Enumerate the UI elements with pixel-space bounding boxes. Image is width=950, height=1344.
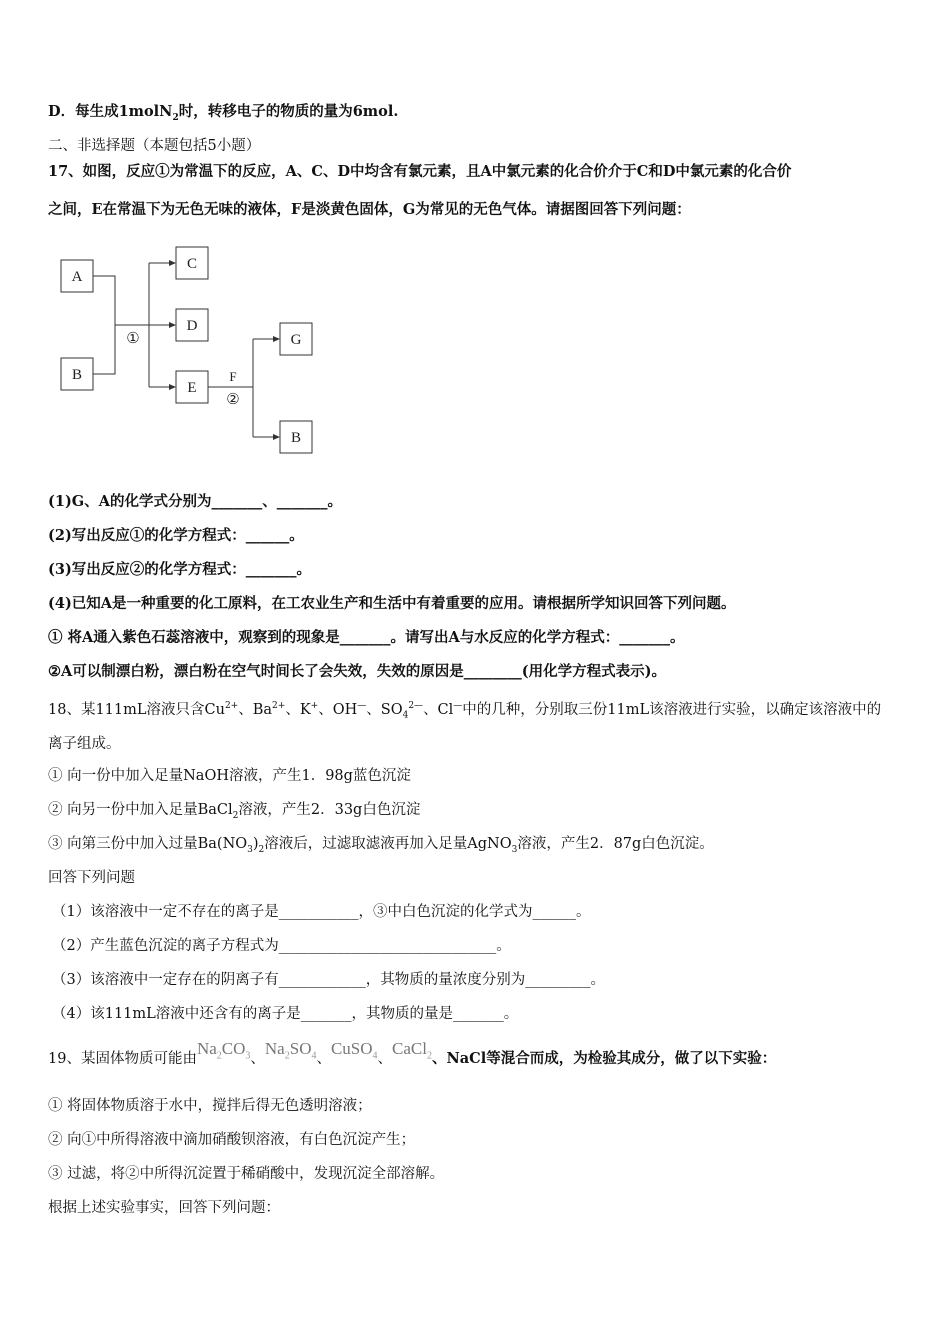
q18-sub3: （3）该溶液中一定存在的阴离子有____________，其物质的量浓度分别为_________。 — [52, 972, 605, 988]
q17-sub3: (3)写出反应②的化学方程式：_______。 — [48, 561, 312, 578]
q18-exp2 — [48, 800, 420, 826]
formula-na2co3 — [196, 1039, 251, 1062]
option-d-tail: 时，转移电子的物质的量为6mol. — [178, 103, 399, 120]
f1-a: Na — [196, 1039, 217, 1058]
f2-sub2: 4 — [311, 1050, 317, 1062]
option-d — [48, 102, 398, 128]
f4-sub: 2 — [427, 1050, 432, 1062]
q19-text-b: 、NaCl等混合而成，为检验其成分，做了以下实验： — [432, 1050, 777, 1067]
q17-sub4b: ②A可以制漂白粉，漂白粉在空气时间长了会失效，失效的原因是________(用化学方程式表示)。 — [48, 663, 666, 680]
f1-sub2: 3 — [245, 1050, 251, 1062]
q18-exp3-b: ) — [252, 836, 259, 852]
formula-cacl2 — [392, 1039, 432, 1062]
q18-text-f: 、Cl — [423, 701, 454, 718]
label-g: G — [290, 332, 302, 348]
q18-text-d: 、OH — [318, 701, 358, 718]
q18-text-a: 18、某111mL溶液只含Cu — [48, 701, 225, 718]
q18-text-b: 、Ba — [238, 701, 273, 718]
k-charge: + — [310, 701, 319, 711]
no3-sub2: 2 — [258, 844, 265, 855]
cl-charge: — — [453, 701, 463, 711]
label-a: A — [71, 269, 83, 285]
label-b-right: B — [290, 430, 302, 446]
label-c: C — [186, 256, 198, 272]
q18-line1 — [48, 696, 881, 726]
f3-sub: 4 — [372, 1050, 378, 1062]
q18-exp1: ① 向一份中加入足量NaOH溶液，产生1．98g蓝色沉淀 — [48, 768, 411, 784]
q17-sub2: (2)写出反应①的化学方程式：______。 — [48, 527, 304, 544]
q17-sub4: (4)已知A是一种重要的化工原料，在工农业生产和生活中有着重要的应用。请根据所学知识回答下列问题。 — [48, 595, 736, 612]
f2-a: Na — [264, 1039, 285, 1058]
label-b-left: B — [71, 367, 83, 383]
f4-a: CaCl — [392, 1039, 427, 1058]
option-d-sub: 2 — [172, 112, 179, 123]
reaction-flow-diagram — [55, 240, 325, 460]
q18-text-c: 、K — [285, 701, 311, 718]
f2-sub: 2 — [284, 1050, 290, 1062]
q17-line1: 17、如图，反应①为常温下的反应，A、C、D中均含有氯元素，且A中氯元素的化合价介于C和D中氯元素的化合价 — [48, 163, 792, 180]
q19-answer-heading: 根据上述实验事实，回答下列问题： — [48, 1200, 280, 1216]
f1-b: CO — [221, 1039, 246, 1058]
f3-a: CuSO — [330, 1039, 373, 1058]
q18-answer-heading: 回答下列问题 — [48, 870, 135, 886]
option-d-text: D．每生成1molN — [48, 103, 173, 120]
bacl-sub: 2 — [232, 810, 239, 821]
oh-charge: — — [357, 701, 367, 711]
arrowhead-b — [273, 434, 280, 440]
sep3: 、 — [377, 1051, 393, 1067]
q17-line2: 之间，E在常温下为无色无味的液体，F是淡黄色固体，G为常见的无色气体。请据图回答下列问题： — [48, 201, 691, 218]
agno3-sub: 3 — [511, 844, 518, 855]
q18-exp3-c: 溶液后，过滤取滤液再加入足量AgNO — [264, 836, 512, 852]
label-d: D — [186, 318, 198, 334]
label-e: E — [187, 380, 197, 396]
merge-line-ab — [93, 276, 115, 374]
q19-line1 — [48, 1039, 777, 1075]
q18-exp2-a: ② 向另一份中加入足量BaCl — [48, 802, 233, 818]
q18-text-g: 中的几种，分别取三份11mL该溶液进行实验，以确定该溶液中的 — [462, 701, 882, 718]
q18-sub1: （1）该溶液中一定不存在的离子是___________，③中白色沉淀的化学式为______。 — [52, 904, 591, 920]
q18-sub2: （2）产生蓝色沉淀的离子方程式为______________________________。 — [52, 938, 511, 954]
q19-exp3: ③ 过滤，将②中所得沉淀置于稀硝酸中，发现沉淀全部溶解。 — [48, 1166, 445, 1182]
f2-b: SO — [289, 1039, 312, 1058]
section-heading: 二、非选择题（本题包括5小题） — [48, 138, 261, 154]
q19-text-a: 19、某固体物质可能由 — [48, 1051, 197, 1067]
q19-exp2: ② 向①中所得溶液中滴加硝酸钡溶液，有白色沉淀产生； — [48, 1132, 416, 1148]
q19-exp1: ① 将固体物质溶于水中，搅拌后得无色透明溶液； — [48, 1098, 372, 1114]
sep1: 、 — [250, 1051, 265, 1067]
arrowhead-c — [169, 260, 176, 266]
q18-exp3 — [48, 834, 714, 860]
q17-sub1: (1)G、A的化学式分别为_______、_______。 — [48, 493, 342, 510]
ba-charge: 2+ — [272, 701, 286, 711]
q17-sub4a: ① 将A通入紫色石蕊溶液中，观察到的现象是_______。请写出A与水反应的化学方程式：_______。 — [48, 629, 685, 646]
arrowhead-g — [273, 336, 280, 342]
formula-na2so4 — [264, 1039, 317, 1062]
sep2: 、 — [316, 1051, 331, 1067]
q18-line2: 离子组成。 — [48, 736, 121, 752]
q18-sub4: （4）该111mL溶液中还含有的离子是_______，其物质的量是_______。 — [52, 1006, 519, 1022]
reagent-f: F — [229, 369, 237, 384]
q18-exp3-d: 溶液，产生2．87g白色沉淀。 — [517, 836, 714, 852]
q18-exp2-b: 溶液，产生2．33g白色沉淀 — [238, 802, 421, 818]
cu-charge: 2+ — [224, 701, 239, 711]
q18-text-e: 、SO — [366, 701, 403, 718]
so4-sub: 4 — [402, 710, 409, 721]
f1-sub: 2 — [216, 1050, 222, 1062]
no3-sub: 3 — [247, 844, 253, 855]
arrowhead-e — [169, 384, 176, 390]
arrowhead-d — [169, 322, 176, 328]
q18-exp3-a: ③ 向第三份中加入过量Ba(NO — [48, 836, 248, 852]
formula-cuso4 — [330, 1039, 378, 1062]
so4-charge: 2— — [408, 701, 424, 711]
reaction1-marker: ① — [126, 331, 140, 347]
reaction2-marker: ② — [226, 392, 240, 408]
